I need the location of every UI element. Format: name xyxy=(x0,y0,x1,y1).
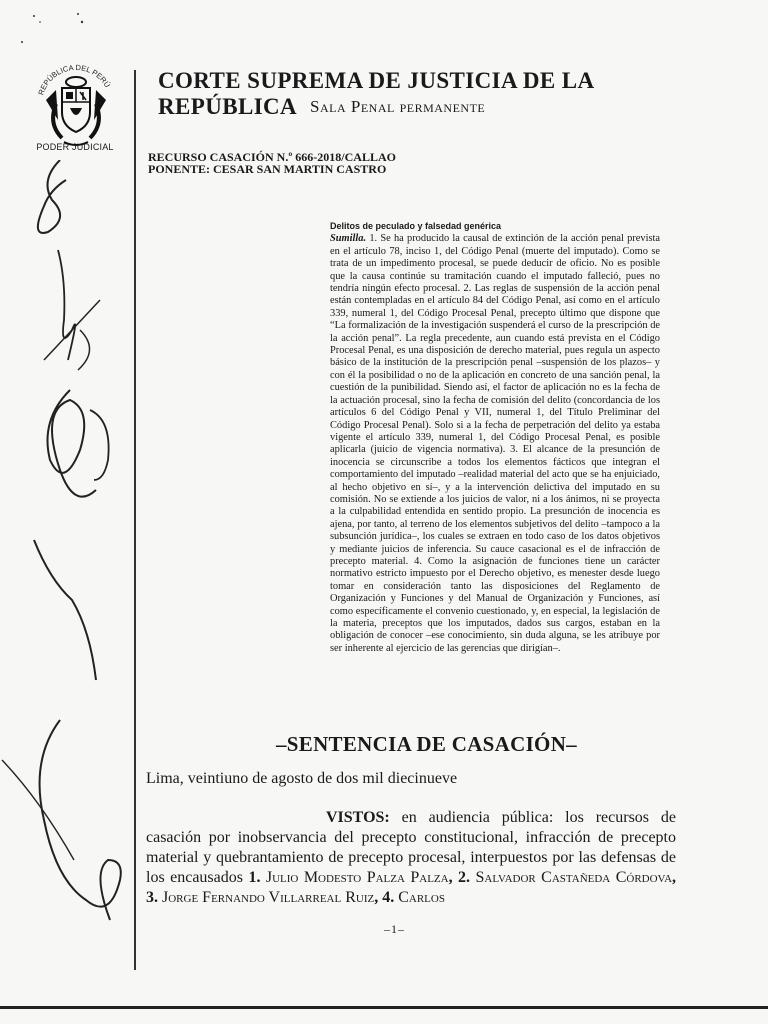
enum-4: , 4. xyxy=(374,889,395,906)
defendant-name-2: Salvador Castañeda Córdova xyxy=(470,869,673,886)
sumilla-label: Sumilla. xyxy=(330,233,367,245)
place-date: Lima, veintiuno de agosto de dos mil diecinueve xyxy=(146,770,458,787)
seal-label: PODER JUDICIAL xyxy=(36,142,114,152)
defendant-name-3: Jorge Fernando Villarreal Ruiz xyxy=(158,889,375,906)
sentencia-title: –SENTENCIA DE CASACIÓN– xyxy=(276,732,577,756)
svg-text:REPÚBLICA DEL PERÚ xyxy=(36,63,112,96)
page-number: –1– xyxy=(384,922,405,936)
defendant-name-4: Carlos xyxy=(394,889,445,906)
handwritten-signature-icon xyxy=(0,160,140,940)
sumilla-block xyxy=(330,220,660,655)
case-header xyxy=(148,151,396,175)
sumilla-text: 1. Se ha producido la causal de extinción de la acción penal prevista en el artículo 78, inciso 1, del Código Penal (muerte del imputado). Como se trata de un impedimento procesal, se puede deducir de oficio. No es posible que la causa continúe su tramitación cuando el imputado falleció, pues no tendría ningún efecto procesal. 2. Las reglas de suspensión de la acción penal están contempladas en el artículo 84 del Código Penal, así como en el artículo 339, numeral 1, del Código Procesal Penal, precepto último que dispone que “La formalización de la investigación suspenderá el curso de la prescripción de la acción penal”. La regla precedente, aun cuando está prevista en el Código Procesal Penal, es una disposición de derecho material, pues regula un aspecto básico de la institución de la prescripción penal –suspensión de los plazos– y con él la posibilidad o no de la aplicación en concreto de una sanción penal, la cuestión de la punibilidad. Siendo así, el factor de aplicación no es la fecha de la actuación procesal, sino la fecha de comisión del delito (concordancia de los artículos 6 del Código Penal y VII, numeral 1, del Título Preliminar del Código Procesal Penal). Solo si a la fecha de perpetración del delito ya estaba vigente el artículo 339, numeral 1, del Código Procesal Penal, es posible aplicarla (juicio de vigencia normativa). 3. El alcance de la presunción de inocencia se circunscribe a todos los elementos fácticos que integran el comportamiento del imputado –realidad material del acto que se ha enjuiciado, al hecho objetivo en sí–, y a la intervención delictiva del imputado en su comisión. No se extiende a los juicios de valor, ni a los ánimos, ni se proyecta a la culpabilidad entendida en sentido propio. La presunción de inocencia es ajena, por tanto, al terreno de los elementos subjetivos del delito –tampoco a la subsunción jurídica–, los cuales se extraen en todo caso de los datos objetivos y mediante juicios de inferencia. Su cauce casacional es el de infracción de precepto material. 4. Como la asignación de funciones tiene un carácter normativo estricto impuesto por el Derecho objetivo, es menester desde luego tomar en consideración tanto las disposiciones del Reglamento de Organización y Funciones y del Manual de Organización y Funciones, así como específicamente el convenio cuestionado, y, en especial, la legislación de la materia, preceptos que los imputados, dados sus cargos, estaban en la obligación de conocer –ese conocimiento, sin duda alguna, se les atribuye por ser inherente al ejercicio de las gerencias que dirigían–. xyxy=(330,233,660,654)
defendant-name-1: Julio Modesto Palza Palza xyxy=(260,869,449,886)
sala-title: Sala Penal permanente xyxy=(310,97,486,116)
enum-1: 1. xyxy=(248,869,261,886)
recurso-line: RECURSO CASACIÓN N.º 666-2018/CALLAO xyxy=(148,150,396,164)
bottom-edge-line xyxy=(0,1006,768,1009)
vistos-text: en audiencia pública: los recursos de casación por inobservancia del precepto constitucional, infracción de precepto material y quebrantamiento de precepto procesal, interpuestos por las defensas de los encausados xyxy=(146,809,676,886)
seal-arc-text: REPÚBLICA DEL PERÚ xyxy=(36,62,113,97)
court-title: CORTE SUPREMA DE JUSTICIA DE LA REPÚBLICA xyxy=(158,68,594,119)
enum-2: , 2. xyxy=(448,869,471,886)
sumilla-heading: Delitos de peculado y falsedad genérica xyxy=(330,221,502,231)
enum-3: , 3. xyxy=(146,869,677,906)
sumilla-paragraph xyxy=(330,233,660,655)
vistos-paragraph xyxy=(146,808,676,908)
ponente-line: PONENTE: CESAR SAN MARTIN CASTRO xyxy=(148,162,387,176)
vistos-label: VISTOS: xyxy=(326,809,390,826)
scan-specks xyxy=(20,8,120,48)
